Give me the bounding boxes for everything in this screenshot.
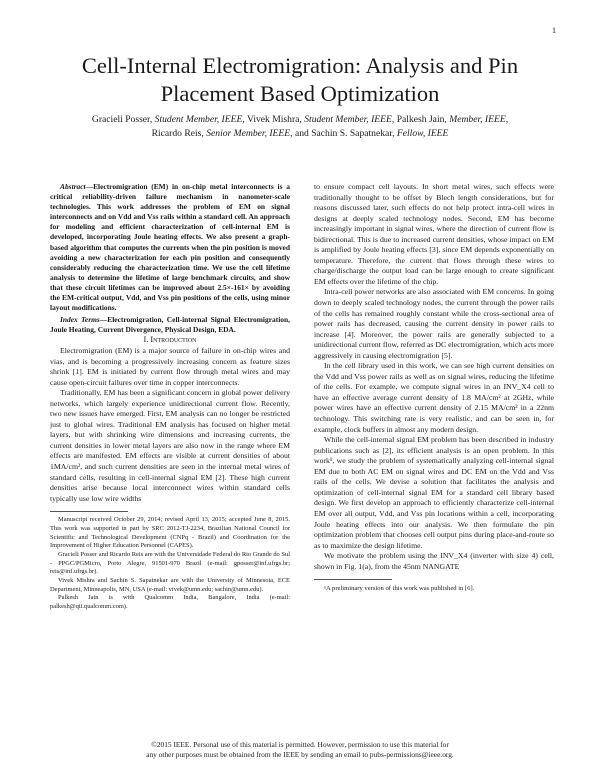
- author-role: Student Member, IEEE,: [304, 114, 395, 125]
- author-role: Member, IEEE,: [449, 114, 509, 125]
- body-paragraph: While the cell-internal signal EM problem has been described in industry publications such as [2], its efficient analysis is an open problem. In this work¹, we study the problem of systematically analyzing cell-internal signal EM due to both AC EM on signal wires and DC EM on the Vdd and Vss rails of the cells. We devise a solution that facilitates the analysis and optimization of cell-internal signal EM for a standard cell library based design. We first develop an approach to efficiently characterize cell-internal EM over all output, Vdd, and Vss pin locations within a cell, incorporating Joule heating effects into our analysis. We then formulate the pin optimization problem that chooses cell output pins during place-and-route so as to maximize the design lifetime.: [314, 435, 554, 550]
- author-name: Gracieli Posser,: [91, 114, 153, 125]
- footnotes: [50, 516, 290, 612]
- right-column: [314, 182, 554, 593]
- footnote: Palkesh Jain is with Qualcomm India, Bangalore, India (e-mail: palkesh@qti.qualcomm.com).: [50, 594, 290, 611]
- body-paragraph: Intra-cell power networks are also associated with EM concerns. In going down to deeply scaled technology nodes, the current through the power rails of the cells has remained roughly constant while the cross-sectional area of power rails has decreased, causing the current density in power rails to increase [4]. Moreover, the power rails are generally subjected to a unidirectional current flow, referred as DC electromigration, which acts more aggressively in causing electromigration [5].: [314, 287, 554, 360]
- author-list: [40, 113, 560, 140]
- index-terms-label: Index Terms: [60, 315, 100, 325]
- footnote: Vivek Mishra and Sachin S. Sapatnekar are with the University of Minnesota, ECE Department, Minneapolis, MN, USA (e-mail: vivek@umn.edu; sachin@umn.edu).: [50, 577, 290, 593]
- copyright-line: any other purposes must be obtained from the IEEE by sending an email to pubs-permissions@ieee.org.: [146, 749, 454, 759]
- title-line-2: Placement Based Optimization: [160, 81, 440, 106]
- abstract-label: Abstract: [60, 182, 86, 191]
- body-paragraph: In the cell library used in this work, we can see high current densities on the Vdd and Vss power rails as well as on signal wires, reducing the lifetime of the cells. For example, we compute signal wires in an INV_X4 cell to have an effective average current density of 1.8 MA/cm² at 2GHz, while power wires have an effective current density of 2.15 MA/cm² in a 22nm technology. This switching rate is very realistic, and can be seen in, for example, clock buffers in almost any modern design.: [314, 361, 554, 434]
- title-line-1: Cell-Internal Electromigration: Analysis and Pin: [81, 53, 519, 78]
- body-paragraph: We motivate the problem using the INV_X4 (inverter with size 4) cell, shown in Fig. 1(a), from the 45nm NANGATE: [314, 551, 554, 571]
- page-number: 1: [552, 26, 556, 35]
- body-paragraph: Electromigration (EM) is a major source of failure in on-chip wires and vias, and is becoming a progressively increasing concern as feature sizes shrink [1]. EM is initiated by current flow through metal wires and may cause open-circuit failures over time in copper interconnects.: [50, 345, 290, 387]
- footnote-divider: [50, 511, 128, 512]
- author-role: Senior Member, IEEE,: [206, 127, 293, 139]
- copyright-line: ©2015 IEEE. Personal use of this material is permitted. However, permission to use this material for: [151, 740, 449, 749]
- abstract: [50, 182, 290, 313]
- footnote-divider: [314, 579, 392, 580]
- author-role: Student Member, IEEE,: [154, 114, 245, 125]
- left-column: [50, 182, 290, 612]
- body-paragraph: to ensure compact cell layouts. In short metal wires, such effects were traditionally thought to be offset by Blech length considerations, but for reasons discussed later, such effects do not help protect intra-cell wires in designs at deeply scaled technology nodes. Second, EM has become increasingly important in signal wires, where the direction of current flow is bidirectional. This is due to increased current densities, whose impact on EM is amplified by Joule heating effects [3], since EM depends exponentially on temperature. Therefore, the current that flows through these wires to charge/discharge the output load can be large enough to create significant EM effects over the lifetime of the chip.: [314, 182, 554, 286]
- copyright-notice: [40, 740, 560, 759]
- footnote: Manuscript received October 29, 2014; revised April 13, 2015; accepted June 8, 2015. This work was supported in part by SRC 2012-TJ-2234, Brazilian National Council for Scientific and Technological Development (CNPq - Brazil) and Coordination for the Improvement of Higher Education Personnel (CAPES).: [50, 516, 290, 550]
- body-paragraph: Traditionally, EM has been a significant concern in global power delivery networks, which largely experience unidirectional current flow. Recently, two new issues have emerged. First, EM analysis can no longer be restricted just to global wires. Traditional EM analysis has focused on higher metal layers, but with shrinking wire dimensions and increasing currents, the current densities in lower metal layers are also now in the range where EM effects are manifested. EM effects are visible at current densities of about 1MA/cm², and such current densities are seen in the internal metal wires of standard cells, resulting in cell-internal signal EM [2]. These high current densities arise because local interconnect wires within standard cells typically use low wire widths: [50, 388, 290, 503]
- author-name: Ricardo Reis,: [151, 127, 204, 139]
- abstract-text: —Electromigration (EM) in on-chip metal interconnects is a critical reliability-driven failure mechanism in nanometer-scale technologies. This work addresses the problem of EM on signal interconnects and on Vdd and Vss rails within a standard cell. An approach for modeling and efficient characterization of cell-internal EM is developed, incorporating Joule heating effects. We also present a graph-based algorithm that computes the currents when the pin position is moved avoiding a new characterization for each pin position and consequently considerably reducing the characterization time. We use the cell lifetime analysis to determine the lifetime of large benchmark circuits, and show that these circuit lifetimes can be improved about 2.5×-161× by avoiding the EM-critical output, Vdd, and Vss pin positions of the cells, using minor layout modifications.: [50, 182, 290, 313]
- author-name: Vivek Mishra,: [246, 114, 302, 125]
- paper-title: [40, 52, 560, 108]
- footnote: ¹A preliminary version of this work was published in [6].: [324, 585, 475, 593]
- index-terms: [50, 315, 290, 335]
- author-name: Palkesh Jain,: [396, 114, 447, 125]
- author-name: and Sachin S. Sapatnekar,: [294, 127, 395, 139]
- author-role: Fellow, IEEE: [396, 127, 449, 139]
- section-heading-introduction: I. Introduction: [143, 335, 197, 345]
- footnote: Gracieli Posser and Ricardo Reis are with the Universidade Federal do Rio Grande do Sul - PPGC/PGMicro, Porto Alegre, 91501-970 Brazil (e-mail: gposser@inf.ufrgs.br; reis@inf.ufrgs.br).: [50, 550, 290, 576]
- index-terms-text: —Electromigration, Cell-internal Signal Electromigration, Joule Heating, Current Divergence, Physical Design, EDA.: [50, 315, 290, 335]
